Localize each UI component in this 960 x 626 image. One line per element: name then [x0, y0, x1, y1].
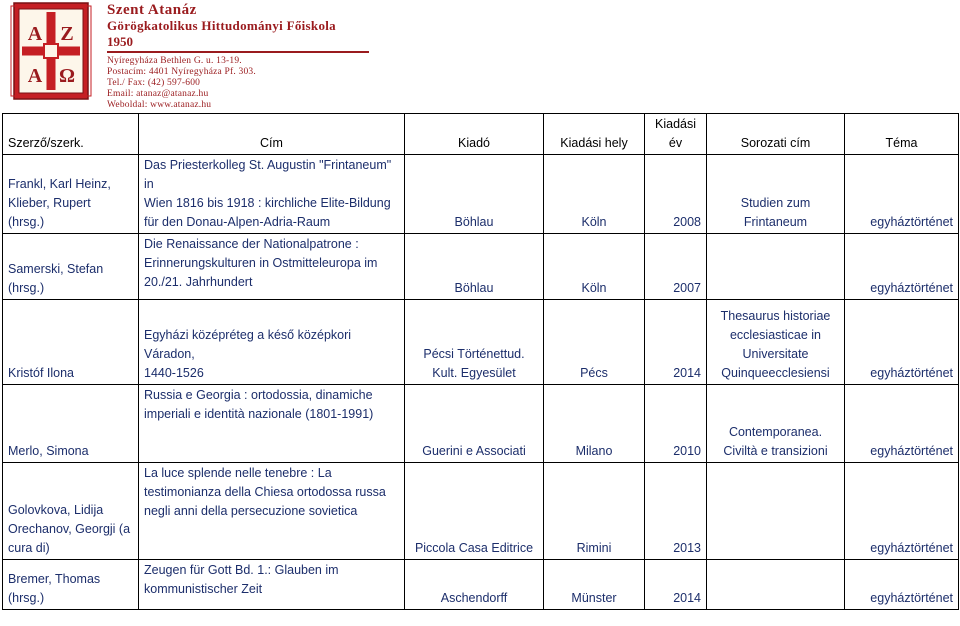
author-cell [3, 234, 139, 300]
year-cell: 2010 [645, 385, 707, 463]
publisher-cell-line: Böhlau [454, 281, 494, 295]
header-title: Cím [139, 114, 405, 155]
title-cell-line: Zeugen für Gott Bd. 1.: Glauben im [144, 563, 339, 577]
author-cell [3, 385, 139, 463]
title-cell-line: für den Donau-Alpen-Adria-Raum [144, 215, 331, 229]
founded-year: 1950 [107, 34, 133, 49]
publisher-cell-line: Aschendorff [440, 591, 508, 605]
title-cell-line: kommunistischer Zeit [144, 582, 263, 596]
author-cell-line: (hrsg.) [8, 591, 45, 605]
publisher-cell-line: Böhlau [454, 215, 494, 229]
institution-subtitle: Görögkatolikus Hittudományi Főiskola [107, 18, 336, 33]
address: Nyíregyháza Bethlen G. u. 13-19. [107, 56, 242, 66]
series-cell-line: Universitate [742, 347, 809, 361]
table-row [3, 155, 959, 234]
series-cell [707, 234, 845, 300]
author-cell-line: Klieber, Rupert [8, 196, 91, 210]
title-cell-line: La luce splende nelle tenebre : La [144, 466, 332, 480]
author-cell-line: (hrsg.) [8, 281, 45, 295]
publisher-cell-line: Piccola Casa Editrice [414, 541, 534, 555]
author-cell-line: Kristóf Ilona [8, 366, 75, 380]
header-series: Sorozati cím [707, 114, 845, 155]
author-cell-line: Orechanov, Georgji (a [8, 522, 131, 536]
logo-letter: A [27, 23, 43, 45]
place-cell: Pécs [544, 300, 645, 385]
title-cell-line: 1440-1526 [144, 366, 204, 380]
author-cell [3, 155, 139, 234]
header-year [645, 114, 707, 155]
author-cell-line: Golovkova, Lidija [8, 503, 104, 517]
institution-info [107, 2, 369, 111]
author-cell-line: Merlo, Simona [8, 444, 89, 458]
series-cell [707, 463, 845, 560]
table-row [3, 234, 959, 300]
author-cell-line: (hrsg.) [8, 215, 45, 229]
author-cell [3, 300, 139, 385]
place-cell: Münster [544, 560, 645, 610]
series-cell-line: ecclesiasticae in [729, 328, 821, 342]
publisher-cell [405, 300, 544, 385]
title-cell-line: testimonianza della Chiesa ortodossa russa [144, 485, 386, 499]
publisher-cell [405, 155, 544, 234]
topic-cell: egyháztörténet [845, 155, 959, 234]
title-cell [139, 300, 405, 385]
title-cell-line: Das Priesterkolleg St. Augustin "Frintaneum" in [144, 158, 392, 191]
title-cell [139, 385, 405, 463]
series-cell-line: Quinqueecclesiensi [721, 366, 830, 380]
phone: Tel./ Fax: (42) 597-600 [107, 78, 201, 88]
topic-cell: egyháztörténet [845, 234, 959, 300]
year-cell: 2008 [645, 155, 707, 234]
publisher-cell [405, 463, 544, 560]
title-cell-line: imperiali e identità nazionale (1801-1991) [144, 407, 374, 421]
header-year-line: év [668, 136, 683, 150]
publisher-cell-line: Guerini e Associati [422, 444, 526, 458]
publisher-cell-line: Pécsi Történettud. [423, 347, 525, 361]
publisher-cell-line: Kult. Egyesület [432, 366, 516, 380]
table-row [3, 385, 959, 463]
publisher-cell [405, 560, 544, 610]
title-cell [139, 560, 405, 610]
publisher-cell [405, 385, 544, 463]
place-cell: Köln [544, 155, 645, 234]
series-cell [707, 385, 845, 463]
title-cell [139, 463, 405, 560]
year-cell: 2007 [645, 234, 707, 300]
author-cell-line: cura di) [8, 541, 50, 555]
series-cell [707, 560, 845, 610]
place-cell: Köln [544, 234, 645, 300]
institution-name: Szent Atanáz [107, 2, 197, 18]
author-cell-line: Bremer, Thomas [8, 572, 101, 586]
website: Weboldal: www.atanaz.hu [107, 100, 212, 110]
logo-letter: Z [60, 23, 74, 45]
title-cell-line: Erinnerungskulturen in Ostmitteleuropa im [144, 256, 378, 270]
header-publisher: Kiadó [405, 114, 544, 155]
series-cell-line: Thesaurus historiae [720, 309, 831, 323]
series-cell-line: Frintaneum [743, 215, 808, 229]
header-place: Kiadási hely [544, 114, 645, 155]
author-cell [3, 560, 139, 610]
title-cell-line: negli anni della persecuzione sovietica [144, 504, 358, 518]
postal-address: Postacím: 4401 Nyíregyháza Pf. 303. [107, 67, 256, 77]
author-cell [3, 463, 139, 560]
author-cell-line: Samerski, Stefan [8, 262, 104, 276]
title-cell [139, 155, 405, 234]
series-cell [707, 300, 845, 385]
header-year-line: Kiadási [655, 117, 696, 131]
title-cell-line: 20./21. Jahrhundert [144, 275, 253, 289]
year-cell: 2013 [645, 463, 707, 560]
table-row [3, 463, 959, 560]
series-cell [707, 155, 845, 234]
logo-letter: A [27, 65, 43, 87]
title-cell-line: Wien 1816 bis 1918 : kirchliche Elite-Bildung [144, 196, 391, 210]
series-cell-line: Studien zum [740, 196, 811, 210]
title-cell-line: Russia e Georgia : ortodossia, dinamiche [144, 388, 373, 402]
email: Email: atanaz@atanaz.hu [107, 89, 209, 99]
author-cell-line: Frankl, Karl Heinz, [8, 177, 111, 191]
logo-letter: Ω [58, 65, 76, 87]
topic-cell: egyháztörténet [845, 385, 959, 463]
publisher-cell [405, 234, 544, 300]
topic-cell: egyháztörténet [845, 300, 959, 385]
topic-cell: egyháztörténet [845, 463, 959, 560]
divider [107, 51, 369, 53]
table-row [3, 300, 959, 385]
institution-logo-icon [8, 2, 94, 100]
series-cell-line: Contemporanea. [728, 425, 823, 439]
institution-header [6, 2, 606, 110]
title-cell [139, 234, 405, 300]
header-topic: Téma [845, 114, 959, 155]
year-cell: 2014 [645, 300, 707, 385]
table-row [3, 560, 959, 610]
topic-cell: egyháztörténet [845, 560, 959, 610]
place-cell: Rimini [544, 463, 645, 560]
series-cell-line: Civiltà e transizioni [723, 444, 828, 458]
title-cell-line: Egyházi középréteg a késő középkori Váradon, [144, 328, 352, 361]
table-body [3, 155, 959, 610]
place-cell: Milano [544, 385, 645, 463]
year-cell: 2014 [645, 560, 707, 610]
header-author: Szerző/szerk. [3, 114, 139, 155]
title-cell-line: Die Renaissance der Nationalpatrone : [144, 237, 359, 251]
book-catalog-table [2, 113, 959, 610]
table-header-row [3, 114, 959, 155]
